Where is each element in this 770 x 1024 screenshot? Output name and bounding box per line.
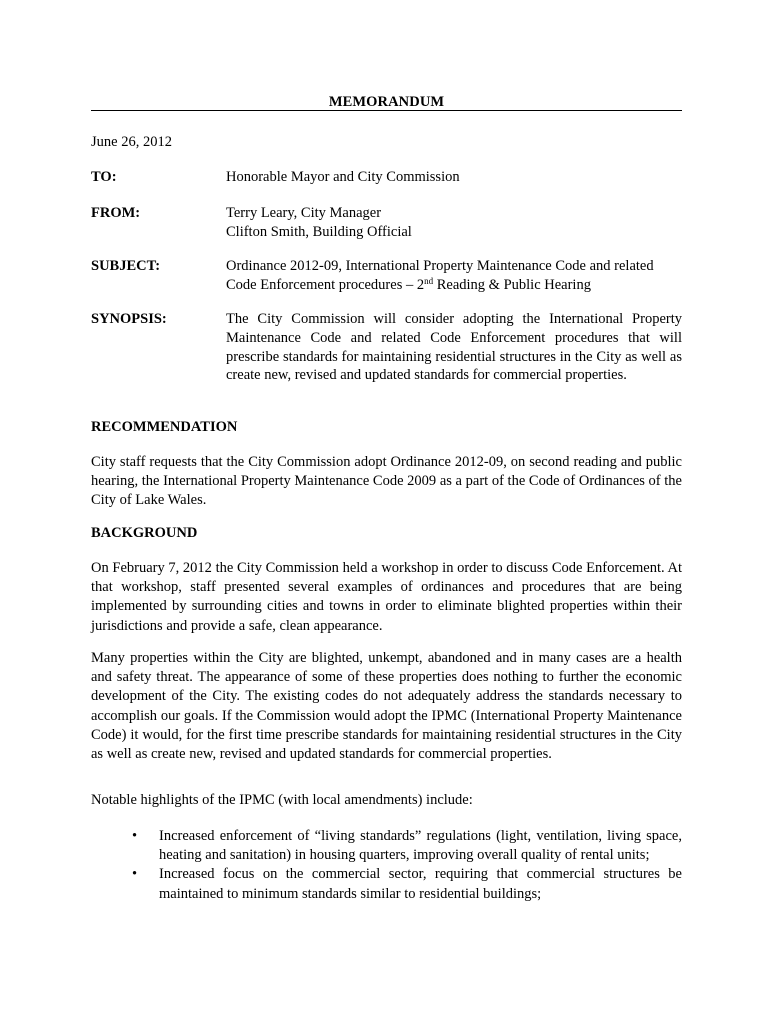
from-line-2: Clifton Smith, Building Official xyxy=(226,223,412,240)
list-item-text: Increased focus on the commercial sector, requiring that commercial structures be maintained to minimum standards similar to residential buildings; xyxy=(159,866,682,902)
synopsis-label: SYNOPSIS: xyxy=(91,311,167,327)
from-line-1: Terry Leary, City Manager xyxy=(226,205,382,221)
to-label: TO: xyxy=(91,169,117,185)
recommendation-text: City staff requests that the City Commission adopt Ordinance 2012-09, on second reading and public hearing, the International Property Maintenance Code 2009 as a part of the Code of Ordinances of the City of Lake Wales. xyxy=(91,454,682,509)
background-paragraph-3: Notable highlights of the IPMC (with local amendments) include: xyxy=(91,792,473,808)
list-item-text: Increased enforcement of “living standards” regulations (light, ventilation, living space, heating and sanitation) in housing quarters, improving overall quality of rental units; xyxy=(159,828,682,864)
synopsis-text: The City Commission will consider adopting the International Property Maintenance Code and related Code Enforcement procedures that will prescribe standards for maintaining residential structures in the City as well as create new, revised and updated standards for commercial properties. xyxy=(226,311,682,384)
title-underline xyxy=(91,110,682,111)
subject-line-2 xyxy=(226,276,682,295)
subject-value xyxy=(226,257,682,294)
subject-ordinal-suffix: nd xyxy=(424,275,434,286)
background-paragraph-1: On February 7, 2012 the City Commission held a workshop in order to discuss Code Enforcement. At that workshop, staff presented several examples of ordinances and procedures that are being implemented by surrounding cities and towns in order to eliminate blighted properties within their jurisdictions and provide a safe, clean appearance. xyxy=(91,560,682,634)
bullet-symbol: • xyxy=(132,866,138,883)
list-item xyxy=(128,827,682,865)
recommendation-heading: RECOMMENDATION xyxy=(91,419,238,435)
from-label: FROM: xyxy=(91,205,141,221)
memo-title: MEMORANDUM xyxy=(328,94,445,110)
bullet-symbol: • xyxy=(132,828,138,844)
subject-line-1: Ordinance 2012-09, International Property Maintenance Code and related xyxy=(226,258,654,274)
background-paragraph-2: Many properties within the City are blighted, unkempt, abandoned and in many cases are a health and safety threat. The appearance of some of these properties does nothing to further the economic development of the City. The existing codes do not adequately address the standards necessary to accomplish our goals. If the Commission would adopt the IPMC (International Property Maintenance Code) it would, for the first time prescribe standards for maintaining residential structures in the City as well as create new, revised and updated standards for commercial properties. xyxy=(91,650,682,763)
to-value: Honorable Mayor and City Commission xyxy=(226,169,460,185)
subject-line-2-post: Reading & Public Hearing xyxy=(433,276,591,293)
from-value xyxy=(226,204,682,241)
background-heading: BACKGROUND xyxy=(91,525,198,541)
subject-label: SUBJECT: xyxy=(91,258,161,274)
memo-date: June 26, 2012 xyxy=(91,134,172,150)
subject-line-2-pre: Code Enforcement procedures – 2 xyxy=(226,276,425,293)
highlights-list xyxy=(128,827,682,904)
list-item xyxy=(128,865,682,903)
